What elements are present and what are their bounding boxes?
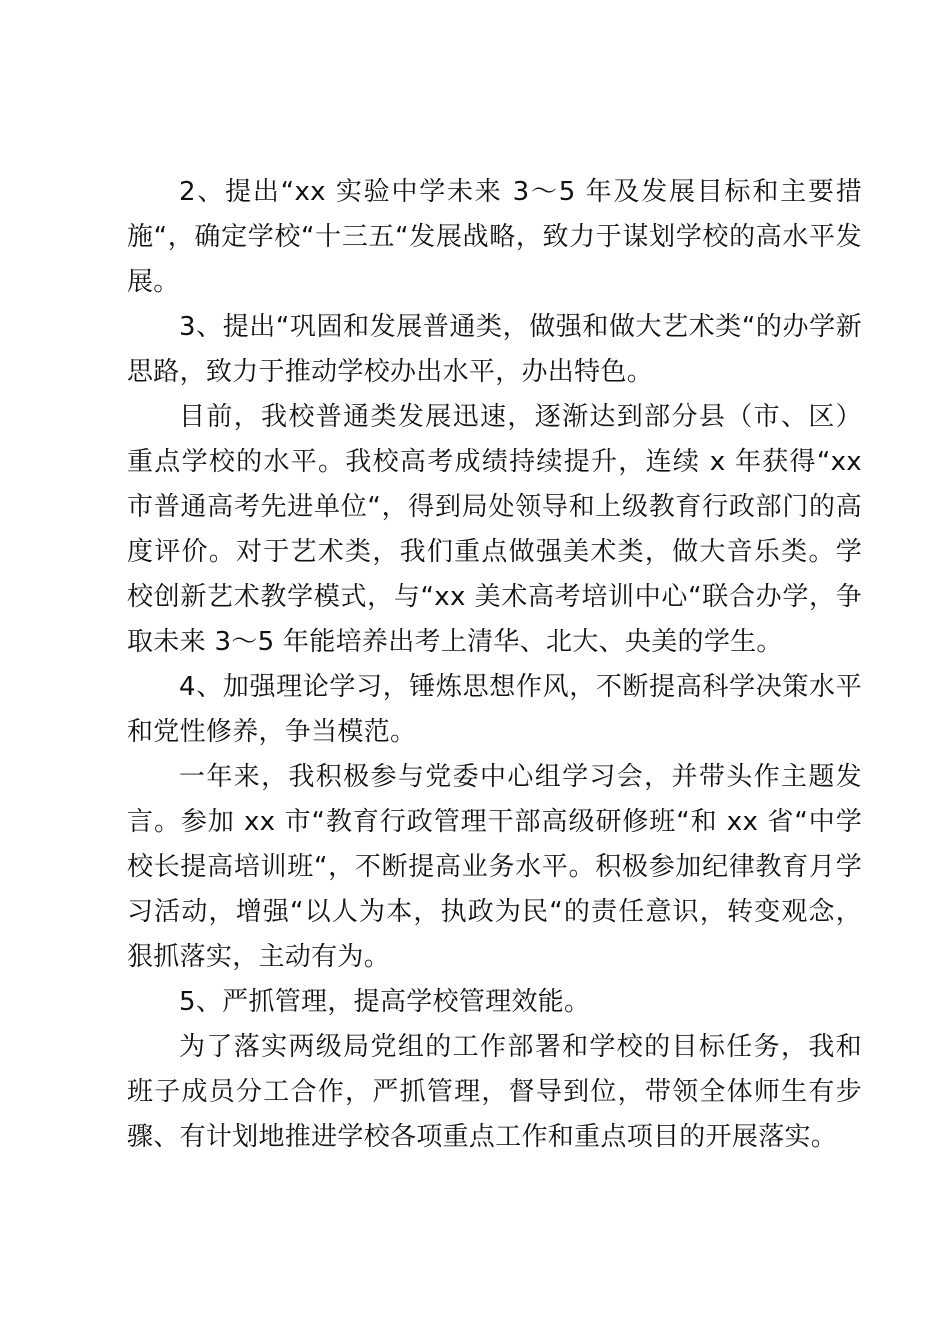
- paragraph-item-3: 3、提出“巩固和发展普通类，做强和做大艺术类“的办学新思路，致力于推动学校办出水平，办出特色。: [127, 312, 862, 387]
- paragraph-item-4: 4、加强理论学习，锤炼思想作风，不断提高科学决策水平和党性修养，争当模范。: [127, 672, 862, 747]
- paragraph-management: 为了落实两级局党组的工作部署和学校的目标任务，我和班子成员分工合作，严抓管理，督导到位，带领全体师生有步骤、有计划地推进学校各项重点工作和重点项目的开展落实。: [127, 1032, 862, 1152]
- paragraph-current-status: 目前，我校普通类发展迅速，逐渐达到部分县（市、区）重点学校的水平。我校高考成绩持续提升，连续 x 年获得“xx 市普通高考先进单位“，得到局处领导和上级教育行政部门的高度评价。对于艺术类，我们重点做强美术类，做大音乐类。学校创新艺术教学模式，与“xx 美术高考培训中心“联合办学，争取未来 3～5 年能培养出考上清华、北大、央美的学生。: [127, 402, 862, 657]
- document-body: [127, 170, 862, 1160]
- paragraph-study-activities: 一年来，我积极参与党委中心组学习会，并带头作主题发言。参加 xx 市“教育行政管理干部高级研修班“和 xx 省“中学校长提高培训班“，不断提高业务水平。积极参加纪律教育月学习活动，增强“以人为本，执政为民“的责任意识，转变观念，狠抓落实，主动有为。: [127, 762, 862, 972]
- paragraph-item-2: 2、提出“xx 实验中学未来 3～5 年及发展目标和主要措施“，确定学校“十三五“发展战略，致力于谋划学校的高水平发展。: [127, 177, 862, 297]
- paragraph-item-5: 5、严抓管理，提高学校管理效能。: [179, 987, 591, 1017]
